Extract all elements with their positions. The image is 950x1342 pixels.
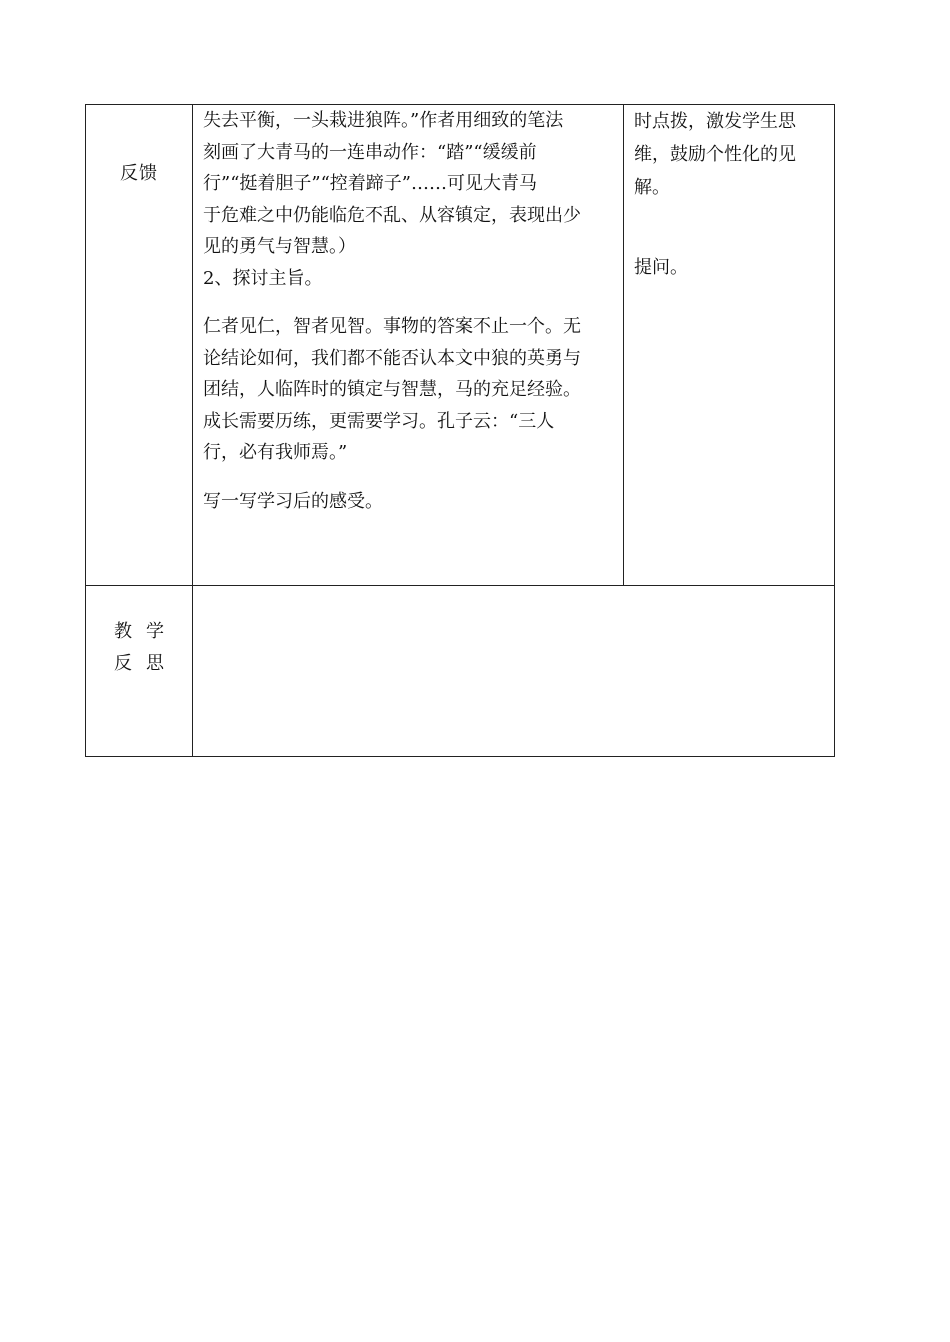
writing-task: 写一写学习后的感受。 <box>203 490 383 512</box>
content-line: 见的勇气与智慧。） <box>203 236 356 257</box>
reflection-label-line2: 反思 <box>114 653 178 674</box>
reflection-row <box>86 586 835 757</box>
content-line: 成长需要历练，更需要学习。孔子云：“三人 <box>203 410 555 432</box>
notes-line: 时点拨，激发学生思 <box>634 111 796 132</box>
feedback-label-cell <box>86 105 193 586</box>
content-line: 刻画了大青马的一连串动作：“踏”“缓缓前 <box>203 141 537 163</box>
notes-line: 维，鼓励个性化的见 <box>634 144 796 165</box>
content-line: 团结，人临阵时的镇定与智慧，马的充足经验。 <box>203 379 581 400</box>
section-heading-theme: 2、探讨主旨。 <box>203 267 323 289</box>
notes-question: 提问。 <box>634 257 688 278</box>
content-line: 行”“挺着胆子”“控着蹄子”……可见大青马 <box>203 173 538 194</box>
content-line: 行，必有我师焉。” <box>203 442 348 463</box>
feedback-content-cell <box>193 105 624 586</box>
lesson-plan-table <box>85 104 835 757</box>
teaching-notes-cell <box>624 105 835 586</box>
content-line: 于危难之中仍能临危不乱、从容镇定，表现出少 <box>203 204 581 226</box>
feedback-label: 反馈 <box>120 163 158 184</box>
content-line: 论结论如何，我们都不能否认本文中狼的英勇与 <box>203 347 581 369</box>
reflection-label-line1: 教学 <box>114 621 178 642</box>
content-line: 仁者见仁，智者见智。事物的答案不止一个。无 <box>203 316 581 337</box>
content-line: 失去平衡，一头栽进狼阵。”作者用细致的笔法 <box>203 110 564 131</box>
notes-line: 解。 <box>634 177 670 198</box>
reflection-content-cell <box>193 586 835 757</box>
feedback-row <box>86 105 835 586</box>
reflection-label-cell <box>86 586 193 757</box>
